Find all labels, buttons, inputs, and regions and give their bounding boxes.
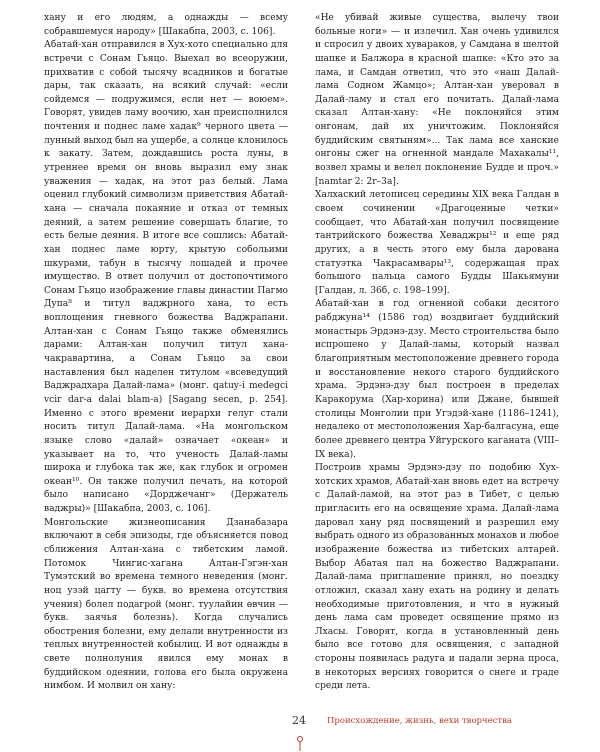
paragraph: «Не убивай живые существа, вылечу твои больные ноги» — и излечил. Хан очень удивился и спросил у двоих хувараков, у Самдана в шелтой шапке и Балжора в красной шапке: «Кто это за лама, и Самдан ответил, что это «наш Далай-лама Содном Жамцо»; Алтан-хан уверовал в Далай-ламу и стал его почитать. Далай-лама сказал Алтан-хану: «Не поклоняйся этим онгонам, дай их уничтожим. Поклоняйся буддийским святыням»... Так лама все ханские онгоны сжег на огненной мандале Махакалы¹¹, возвел храмы и велел поклонение Будде и проч.» [namtar 2: 2r–3a]. (315, 13, 559, 187)
paragraph: Построив храмы Эрдэнэ-дзу по подобию Хух-хотских храмов, Абатай-хан вновь едет на встречу с Далай-ламой, на этот раз в Тибет, с целью пригласить его на освящение храма. Далай-лама даровал хану ряд посвящений и разрешил ему выбрать одного из образованных монахов и любое изображение божества из тибетских алтарей. Выбор Абатая пал на божество Ваджрапани. Далай-лама приглашение принял, но поездку отложил, сказал хану ехать на родину и делать необходимые приготовления, и что в нужный день лама сам проведет освящение прямо из Лхасы. Говорят, когда в установленный день было все готово для освящения, с западной стороны появилась радуга и падали зерна проса, в некоторых версиях говорится о снеге и граде среди лета. (315, 463, 559, 692)
right-text-column (315, 12, 559, 694)
paragraph: Абатай-хан отправился в Хух-хото специально для встречи с Сонам Гьяцо. Выехал во всеоружии, прихватив с собой тысячу всадников и богатые дары, так сказать, на всякий случай: «если сойдемся — подружимся, если нет — воюем». Говорят, увидев ламу воочию, хан преисполнился почтения и поднес ламе хадак⁹ черного цвета — лунный выход был на ущербе, а солнце клонилось к закату. Затем, дождавшись роста луны, в утреннее время он вновь выразил ему знак уважения — хадак, на этот раз белый. Лама оценил глубокий символизм приветствия Абатай-хана — сначала покаяние и отказ от темных деяний, а затем решение совершать благие, то есть белые деяния. В итоге все сошлись: Абатай-хан поднес ламе юрту, крытую собольими шкурами, табун в тысячу лошадей и прочее имущество. В ответ получил от достопочтимого Сонам Гьяцо изображение главы династии Пагмо Дупа⁸ и титул ваджрного хана, то есть воплощения гневного божества Ваджрапани. Алтан-хан с Сонам Гьяцо также обменялись дарами: Алтан-хан получил титул хана-чакравартина, а Сонам Гьяцо за свои наставления был наделен титулом «всеведущий Ваджрадхара Далай-лама» (монг. qatuy-i medegci vcir dar-a dalai blam-a) [Sagang secen, p. 254]. Именно с этого времени иерархи гелуг стали носить титул Далай-лама. «На монгольском языке слово «далай» означает «океан» и указывает на то, что ученость Далай-ламы широка и глубока так же, как глубок и огромен океан¹⁰. Он также получил печать, на которой было написано «Дорджечанг» (Держатель ваджры)» [Шакабпа, 2003, с. 106]. (44, 40, 288, 515)
page-footer (0, 714, 600, 744)
paragraph: Абатай-хан в год огненной собаки десятого рабджуна¹⁴ (1586 год) воздвигает буддийский монастырь Эрдэнэ-дзу. Место строительства было испрошено у Далай-ламы, который назвал благоприятным местоположение древнего города и восстановление некого старого буддийского храма. Эрдэнэ-дзу был построен в пределах Каракорума (Хар-хорина) или Джане, бывшей столицы Монголии при Угэдэй-хане (1186–1241), недалеко от местоположения Хар-балгасуна, еще более древнего центра Уйгурского каганата (VIII–IX века). (315, 299, 559, 460)
running-title: Происхождение, жизнь, вехи творчества (327, 716, 512, 726)
paragraph: хану и его людям, а однажды — всему собравшемуся народу» [Шакабпа, 2003, с. 106]. (44, 13, 288, 37)
paragraph: Монгольские жизнеописания Дзанабазара включают в себя эпизоды, где объясняется повод сближения Алтан-хана с тибетским ламой. Потомок Чингис-хагана Алтан-Гэгэн-хан Тумэтский во времена темного неведения (монг. ноц узэй цагту — букв. во времена отсутствия учения) болел подагрой (монг. туулайин өвчин — букв. заячья болезнь). Когда случались обострения болезни, ему делали внутренности из теплых внутренностей кобылиц. И вот однажды в свете полнолуния явился ему монах в буддийском одеянии, голова его была окружена нимбом. И молвил он хану: (44, 517, 288, 692)
left-text-column (44, 12, 288, 694)
page-number: 24 (292, 714, 306, 727)
paragraph: Халхаский летописец середины XIX века Галдан в своем сочинении «Драгоценные четки» сообщает, что Абатай-хан получил посвящение тантрийского божества Хеваджры¹² и еще ряд других, а в честь этого ему была дарована статуэтка Чакрасамвары¹³, содержащая прах большого пальца самого Будды Шакьямуни [Галдан, л. 36б, с. 198–199]. (315, 190, 559, 296)
